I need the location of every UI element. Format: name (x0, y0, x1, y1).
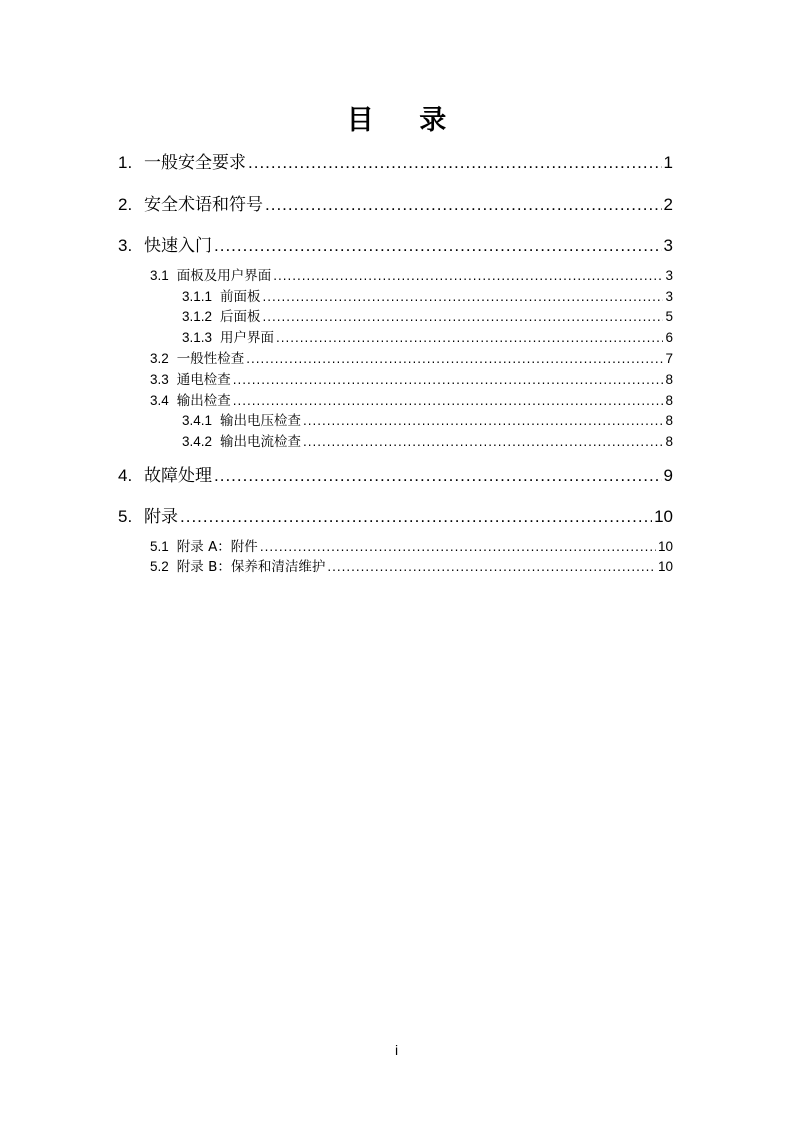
dot-leader (327, 559, 656, 574)
toc-entry-label: 输出检查 (176, 393, 231, 409)
dot-leader (248, 153, 662, 173)
toc-entry-number: 3.3 (150, 372, 169, 387)
toc-entry-3-1-3[interactable] (182, 326, 673, 346)
toc-entry-number: 5.1 (150, 539, 169, 554)
toc-entry-number: 3.2 (150, 351, 169, 366)
toc-entry-number: 3.4.1 (182, 413, 213, 428)
toc-entry-number: 4. (118, 466, 133, 485)
toc-entry-label: 附录 A：附件 (176, 539, 258, 555)
toc-entry-label: 输出电压检查 (220, 413, 302, 429)
toc-entry-label: 用户界面 (220, 330, 275, 346)
toc-entry-number: 3.1.1 (182, 289, 213, 304)
toc-entry-3-4-2[interactable] (182, 430, 673, 450)
toc-entry-page: 5 (665, 309, 673, 324)
toc-entry-label: 一般安全要求 (144, 153, 246, 173)
toc-entry-label: 安全术语和符号 (144, 195, 263, 215)
toc-entry-label: 前面板 (220, 289, 261, 305)
toc-entry-page: 2 (663, 195, 673, 214)
toc-entry-3-4[interactable] (150, 389, 673, 409)
toc-entry-page: 6 (665, 330, 673, 345)
toc-entry-label: 快速入门 (144, 236, 212, 256)
toc-entry-page: 1 (663, 153, 673, 172)
toc-entry-label: 一般性检查 (176, 351, 245, 367)
toc-entry-3[interactable] (118, 231, 673, 256)
dot-leader (273, 268, 663, 283)
dot-leader (214, 236, 662, 256)
dot-leader (263, 309, 664, 324)
dot-leader (260, 539, 656, 554)
toc-entry-5[interactable] (118, 502, 673, 527)
toc-entry-number: 3.1.2 (182, 309, 213, 324)
toc-entry-3-1-2[interactable] (182, 305, 673, 325)
toc-entry-page: 3 (665, 289, 673, 304)
page-title: 目 录 (346, 105, 465, 136)
toc-entry-number: 2. (118, 195, 133, 214)
toc-entry-page: 7 (665, 351, 673, 366)
page-number: i (394, 1042, 399, 1058)
toc-entry-page: 3 (663, 236, 673, 255)
toc-entry-number: 3.1.3 (182, 330, 213, 345)
dot-leader (263, 289, 664, 304)
toc-entry-3-3[interactable] (150, 368, 673, 388)
toc-entry-label: 输出电流检查 (220, 434, 302, 450)
toc-entry-page: 8 (665, 413, 673, 428)
toc-entry-number: 3.1 (150, 268, 169, 283)
toc-entry-4[interactable] (118, 461, 673, 486)
dot-leader (233, 393, 664, 408)
dot-leader (233, 372, 664, 387)
dot-leader (180, 507, 652, 527)
toc-entry-label: 故障处理 (144, 466, 212, 486)
dot-leader (246, 351, 663, 366)
dot-leader (265, 195, 662, 215)
toc-entry-label: 面板及用户界面 (176, 268, 272, 284)
toc-entry-3-1-1[interactable] (182, 285, 673, 305)
toc-entry-label: 附录 (144, 507, 178, 527)
toc-entry-page: 3 (665, 268, 673, 283)
toc-entry-page: 10 (654, 507, 673, 526)
toc-entry-number: 3.4 (150, 393, 169, 408)
toc-entry-page: 8 (665, 393, 673, 408)
dot-leader (303, 413, 663, 428)
toc-entry-3-4-1[interactable] (182, 409, 673, 429)
toc-entry-page: 10 (657, 559, 673, 574)
toc-entry-number: 1. (118, 153, 133, 172)
toc-entry-3-1[interactable] (150, 264, 673, 284)
toc-entry-page: 8 (665, 372, 673, 387)
toc-entry-number: 3.4.2 (182, 434, 213, 449)
toc-entry-5-1[interactable] (150, 535, 673, 555)
toc-entry-1[interactable] (118, 148, 673, 173)
toc-entry-page: 10 (657, 539, 673, 554)
toc-entry-label: 附录 B：保养和清洁维护 (176, 559, 326, 575)
toc-entry-5-2[interactable] (150, 555, 673, 575)
toc-entry-2[interactable] (118, 190, 673, 215)
toc-entry-label: 通电检查 (176, 372, 231, 388)
dot-leader (303, 434, 663, 449)
toc-entry-number: 3. (118, 236, 133, 255)
dot-leader (214, 466, 662, 486)
toc-entry-number: 5. (118, 507, 133, 526)
toc-entry-3-2[interactable] (150, 347, 673, 367)
toc-entry-number: 5.2 (150, 559, 169, 574)
toc-entry-page: 8 (665, 434, 673, 449)
dot-leader (276, 330, 663, 345)
toc-entry-page: 9 (663, 466, 673, 485)
toc-entry-label: 后面板 (220, 309, 261, 325)
